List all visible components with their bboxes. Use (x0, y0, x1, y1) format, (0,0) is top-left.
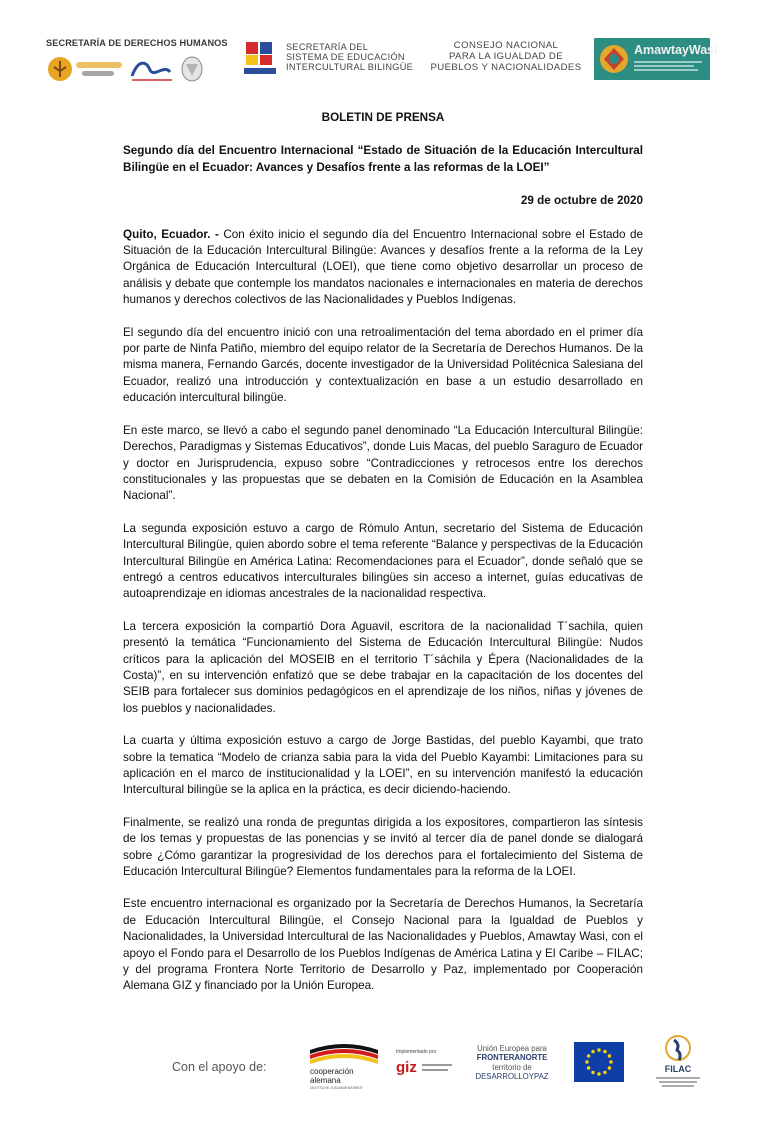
cooperacion-line-2: alemana (310, 1076, 341, 1085)
frontera-line-1: Unión Europea para (477, 1044, 547, 1053)
eu-star-icon (603, 1050, 606, 1053)
cooperacion-line-1: cooperación (310, 1067, 354, 1076)
giz-logo (394, 1044, 456, 1084)
ecuador-coat-of-arms-icon (182, 57, 202, 81)
paragraph-1 (123, 227, 643, 309)
sdh-logos (46, 54, 206, 84)
footer-sponsors (0, 1030, 768, 1110)
cooperacion-alemana-logo (304, 1040, 384, 1090)
document-title: Segundo día del Encuentro Internacional “Estado de Situación de la Educación Intercultural Bilingüe en el Ecuador: Avances y Desafíos frente a las reformas de la LOEI” (123, 144, 643, 174)
consejo-line-1: CONSEJO NACIONAL (453, 40, 559, 51)
filac-logo (650, 1034, 706, 1100)
frontera-line-2: FRONTERANORTE (476, 1053, 548, 1063)
eu-star-icon (608, 1054, 611, 1057)
sembramos-futuro-logo (48, 57, 122, 81)
frontera-line-3: territorio de (492, 1062, 532, 1072)
paragraph-1-text: Con éxito inicio el segundo día del Encuentro Internacional sobre el Estado de Situación de la Educación Intercultural Bilingüe: Avances y desafíos frente a la reforma de la Ley Orgánica de Educación Intercultural (LOEI), que tiene como objetivo desarrollar un proceso de análisis y debate que contemple los mandatos nacionales e internacionales en materia de derechos humanos y derechos colectivos de las Nacionalidades y Pueblos Indígenas. (123, 227, 643, 307)
consejo-nacional-text (426, 40, 586, 73)
seseib-text-line-1: SECRETARÍA DEL (286, 42, 369, 52)
eu-star-icon (587, 1054, 590, 1057)
document-type: BOLETIN DE PRENSA (321, 111, 445, 124)
support-label: Con el apoyo de: (172, 1060, 267, 1074)
eu-star-icon (597, 1072, 600, 1075)
eu-star-icon (585, 1060, 588, 1063)
eu-flag-icon (574, 1042, 624, 1082)
eu-star-icon (587, 1066, 590, 1069)
seseib-text (286, 42, 413, 73)
seseib-text-line-3: INTERCULTURAL BILINGÜE (286, 62, 414, 73)
filac-fine-print (650, 1076, 706, 1088)
eu-star-icon (603, 1071, 606, 1074)
lenin-logo (132, 63, 172, 80)
amawtay-wasi-title: AmawtayWasi (634, 43, 718, 57)
frontera-norte-logo (468, 1044, 556, 1082)
seseib-text-line-2: SISTEMA DE EDUCACIÓN (286, 52, 405, 63)
eu-star-icon (597, 1048, 600, 1051)
eu-star-icon (591, 1050, 594, 1053)
eu-star-icon (609, 1060, 612, 1063)
paragraph-6: La cuarta y última exposición estuvo a cargo de Jorge Bastidas, del pueblo Kayambi, que trato sobre la tematica “Modelo de crianza sabia para la vida del Pueblo Kayambi: Limitaciones para su aplicación en el marco de institucionalidad y la LOEI”, en su intervención manifestó la educación Intercultural bilingüe se la aplica en la práctica, es decir diciendo-haciendo. (123, 734, 643, 797)
location-label: Quito, Ecuador. - (123, 227, 219, 241)
paragraph-8: Este encuentro internacional es organizado por la Secretaría de Derechos Humanos, la Secretaría de Educación Intercultural Bilingüe, el Consejo Nacional para la Igualdad de Pueblos y Nacionalidades, la Universidad Intercultural de las Nacionalidades y Pueblos, Amawtay Wasi, con el apoyo el Fondo para el Desarrollo de los Pueblos Indígenas de América Latina y El Caribe – FILAC; y del programa Frontera Norte Territorio de Desarrollo y Paz, implementado por Cooperación Alemana GIZ y financiado por la Unión Europea. (123, 897, 643, 993)
paragraph-7: Finalmente, se realizó una ronda de preguntas dirigida a los expositores, compartieron las síntesis de los temas y propuestas de las ponencias y se invitó al tercer día de panel donde se dialogará sobre ¿Cómo garantizar la progresividad de los derechos para el fortalecimiento del Sistema de Educación Intercultural Bilingüe? Elementos fundamentales para la reforma de la LOEI. (123, 815, 643, 879)
header-logos-bar (0, 30, 768, 92)
seseib-logo (244, 42, 276, 76)
eu-flag-field (574, 1042, 624, 1082)
consejo-line-3: PUEBLOS Y NACIONALIDADES (430, 62, 582, 73)
amawtay-wasi-fine-print (634, 60, 704, 74)
filac-name: FILAC (664, 1064, 692, 1074)
consejo-line-2: PARA LA IGUALDAD DE (448, 51, 564, 62)
paragraph-2: El segundo día del encuentro inició con una retroalimentación del tema abordado en el primer día por parte de Ninfa Patiño, miembro del equipo relator de la Secretaría de Derechos Humanos. De la misma manera, Fernando Garcés, docente investigador de la Universidad Politécnica Salesiana del Ecuador, realizó una introducción y contextualización en base a un estudio desarrollado en educación intercultural bilingüe. (123, 325, 643, 405)
paragraph-5: La tercera exposición la compartió Dora Aguavil, escritora de la nacionalidad T´sachila, quien presentó la temática “Funcionamiento del Sistema de Educación Intercultural Bilingüe: Nudos críticos para la aplicación del MOSEIB en el territorio T´sáchila y Épera (Nacionalidades de la Costa)”, en su intervención enfatizó que se debe trabajar en la capacitación de los docentes del SEIB para fortalecer sus dominios pedagógicos en el aprendizaje de los niños, niñas y jóvenes de los pueblos y nacionalidades. (123, 619, 643, 715)
giz-label: giz (396, 1059, 417, 1076)
amawtay-wasi-logo (594, 38, 718, 80)
giz-implemented-by: Implementado por (396, 1049, 437, 1055)
document-date: 29 de octubre de 2020 (520, 194, 643, 208)
cooperacion-line-3: DEUTSCHE ZUSAMMENARBEIT (310, 1086, 363, 1090)
eu-star-icon (608, 1066, 611, 1069)
press-release-body (123, 110, 643, 1011)
paragraph-4: La segunda exposición estuvo a cargo de Rómulo Antun, secretario del Sistema de Educación Intercultural Bilingüe, quien abordo sobre el tema referente “Balance y perspectivas de la Educación Intercultural Bilingüe en América Latina: Recomendaciones para el Ecuador”, donde señaló que se entregó a centros educativos interculturales bilingües sin acceso a internet, guías educativas de autoaprendizaje en idiomas ancestrales de la nacionalidad respectiva. (123, 521, 643, 601)
frontera-line-4: DESARROLLOYPAZ (475, 1072, 549, 1082)
eu-star-icon (591, 1071, 594, 1074)
sdh-title: SECRETARÍA DE DERECHOS HUMANOS (46, 38, 228, 48)
paragraph-3: En este marco, se llevó a cabo el segundo panel denominado “La Educación Intercultural Bilingüe: Derechos, Paradigmas y Sistemas Educativos”, donde Luis Macas, del pueblo Saraguro de Ecuador y doctor en Jurisprudencia, expuso sobre “Contradicciones y retrocesos entre los derechos constitucionales y las propuestas que se debaten en la Comisión de Educación en la Asamblea Nacional”. (123, 423, 643, 503)
